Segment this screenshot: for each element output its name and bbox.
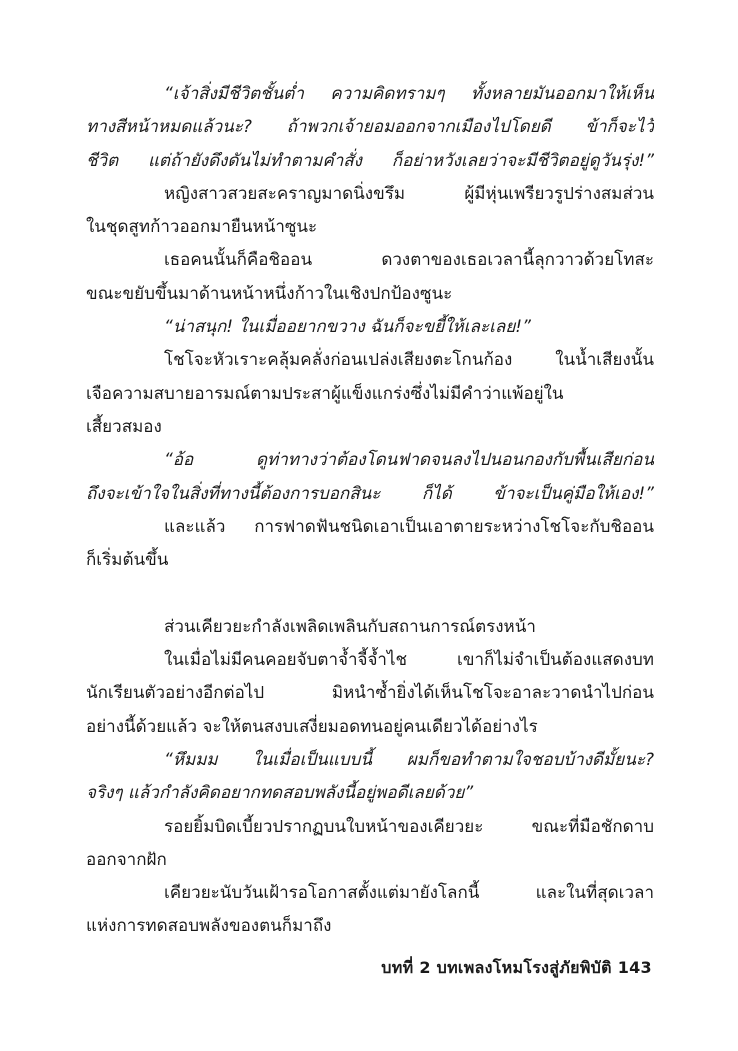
text-line: ออกจากฝัก (86, 849, 167, 870)
text-line: เคียวยะนับวันเฝ้ารอโอกาสตั้งแต่มายังโลกนี้ และในที่สุดเวลา (164, 883, 654, 904)
text-line: “หึมมม ในเมื่อเป็นแบบนี้ ผมก็ขอทำตามใจชอบบ้างดีมั้ยนะ? (164, 749, 654, 770)
text-line: “น่าสนุก! ในเมื่ออยากขวาง ฉันก็จะขยี้ให้เละเลย!” (164, 317, 531, 338)
section-break (86, 577, 654, 610)
text-line: นักเรียนตัวอย่างอีกต่อไป มิหนำซ้ำยิ่งได้เห็นโชโจะอาละวาดนำไปก่อน (86, 683, 654, 704)
text-line: ในชุดสูทก้าวออกมายืนหน้าซูนะ (86, 217, 318, 238)
text-line: ส่วนเคียวยะกำลังเพลิดเพลินกับสถานการณ์ตรงหน้า (164, 616, 536, 637)
text-line: จริงๆ แล้วกำลังคิดอยากทดสอบพลังนี้อยู่พอดีเลยด้วย” (86, 783, 474, 804)
text-line: โชโจะหัวเราะคลุ้มคลั่งก่อนเปล่งเสียงตะโกนก้อง ในน้ำเสียงนั้น (164, 350, 654, 371)
text-line: ในเมื่อไม่มีคนคอยจับตาจ้ำจี้จ้ำไช เขาก็ไม่จำเป็นต้องแสดงบท (164, 650, 654, 671)
text-line: แห่งการทดสอบพลังของตนก็มาถึง (86, 916, 332, 937)
text-line: และแล้ว การฟาดฟันชนิดเอาเป็นเอาตายระหว่างโชโจะกับชิออน (164, 516, 654, 537)
text-line: รอยยิ้มบิดเบี้ยวปรากฏบนใบหน้าของเคียวยะ ขณะที่มือชักดาบ (164, 816, 654, 837)
text-line: “เจ้าสิ่งมีชีวิตชั้นต่ำ ความคิดทรามๆ ทั้งหลายมันออกมาให้เห็น (164, 84, 654, 104)
text-line: ทางสีหน้าหมดแล้วนะ? ถ้าพวกเจ้ายอมออกจากเมืองไปโดยดี ข้าก็จะไว้ (86, 117, 654, 138)
text-line: เจือความสบายอารมณ์ตามประสาผู้แข็งแกร่งซึ่งไม่มีคำว่าแพ้อยู่ใน (86, 383, 564, 404)
page-body (86, 78, 654, 944)
text-line: เสี้ยวสมอง (86, 416, 162, 437)
text-line: ชีวิต แต่ถ้ายังดึงดันไม่ทำตามคำสั่ง ก็อย่าหวังเลยว่าจะมีชีวิตอยู่ดูวันรุ่ง!” (86, 150, 654, 171)
text-line: “อ้อ ดูท่าทางว่าต้องโดนฟาดจนลงไปนอนกองกับพื้นเสียก่อน (164, 450, 654, 471)
text-line: หญิงสาวสวยสะคราญมาดนิ่งขรึม ผู้มีหุ่นเพรียวรูปร่างสมส่วน (164, 183, 654, 204)
text-line: ถึงจะเข้าใจในสิ่งที่ทางนี้ต้องการบอกสินะ ก็ได้ ข้าจะเป็นคู่มือให้เอง!” (86, 483, 654, 504)
text-line: เธอคนนั้นก็คือชิออน ดวงตาของเธอเวลานี้ลุกวาวด้วยโทสะ (164, 250, 654, 271)
text-line: อย่างนี้ด้วยแล้ว จะให้ตนสงบเสงี่ยมอดทนอยู่คนเดียวได้อย่างไร (86, 716, 538, 737)
text-line: ก็เริ่มต้นขึ้น (86, 550, 169, 571)
text-line: ขณะขยับขึ้นมาด้านหน้าหนึ่งก้าวในเชิงปกป้องซูนะ (86, 283, 453, 304)
page-footer: บทที่ 2 บทเพลงโหมโรงสู่ภัยพิบัติ 143 (381, 958, 652, 977)
